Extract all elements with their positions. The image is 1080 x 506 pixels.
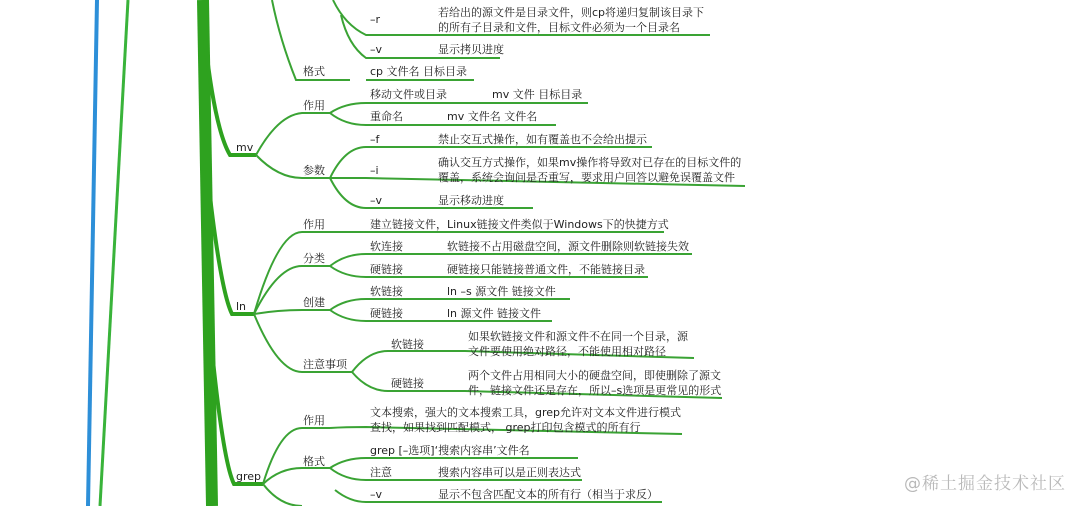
node-mv-use[interactable]: 作用 <box>303 99 325 112</box>
node-ln-create-hard[interactable]: 硬链接 <box>370 307 403 320</box>
node-ln-note-soft[interactable]: 软链接 <box>391 338 424 351</box>
node-mv-rename[interactable]: 重命名 <box>370 110 403 123</box>
node-grep-v-desc[interactable]: 显示不包含匹配文本的所有行（相当于求反） <box>438 488 658 501</box>
node-ln-create[interactable]: 创建 <box>303 296 325 309</box>
node-ln-use-desc[interactable]: 建立链接文件，Linux链接文件类似于Windows下的快捷方式 <box>370 218 669 231</box>
node-grep-note-desc[interactable]: 搜索内容串可以是正则表达式 <box>438 466 581 479</box>
node-ln-create-soft[interactable]: 软链接 <box>370 285 403 298</box>
node-cp-format-desc[interactable]: cp 文件名 目标目录 <box>370 65 468 78</box>
node-mv-i-desc[interactable]: 确认交互方式操作，如果mv操作将导致对已存在的目标文件的覆盖，系统会询问是否重写，要求用户回答以避免误覆盖文件 <box>438 156 742 184</box>
node-mv[interactable]: mv <box>236 141 254 154</box>
node-ln-create-soft-cmd[interactable]: ln –s 源文件 链接文件 <box>447 285 556 298</box>
node-cp-v-desc[interactable]: 显示拷贝进度 <box>438 43 504 56</box>
node-ln-hard[interactable]: 硬链接 <box>370 263 403 276</box>
node-cp-r[interactable]: –r <box>370 13 381 26</box>
node-mv-v[interactable]: –v <box>370 194 383 207</box>
node-mv-move-cmd[interactable]: mv 文件 目标目录 <box>492 88 583 101</box>
node-grep-use-desc[interactable]: 文本搜索，强大的文本搜索工具，grep允许对文本文件进行模式查找，如果找到匹配模式， grep打印包含模式的所有行 <box>370 406 682 434</box>
node-mv-f-desc[interactable]: 禁止交互式操作，如有覆盖也不会给出提示 <box>438 133 647 146</box>
node-grep-v[interactable]: –v <box>370 488 383 501</box>
node-mv-rename-cmd[interactable]: mv 文件名 文件名 <box>447 110 538 123</box>
node-mv-i[interactable]: –i <box>370 164 379 177</box>
node-grep[interactable]: grep <box>236 470 262 483</box>
node-ln-note-soft-desc[interactable]: 如果软链接文件和源文件不在同一个目录，源文件要使用绝对路径，不能使用相对路径 <box>468 330 688 358</box>
node-ln-note-hard[interactable]: 硬链接 <box>391 377 424 390</box>
node-cp-r-desc[interactable]: 若给出的源文件是目录文件，则cp将递归复制该目录下的所有子目录和文件，目标文件必须为一个目录名 <box>438 6 705 34</box>
node-ln-note-hard-desc[interactable]: 两个文件占用相同大小的硬盘空间，即使删除了源文件，链接文件还是存在，所以–s选项是更常见的形式 <box>468 369 722 397</box>
node-mv-move[interactable]: 移动文件或目录 <box>370 88 447 101</box>
node-grep-format[interactable]: 格式 <box>303 455 325 468</box>
edge-line-green <box>100 0 128 506</box>
node-grep-note[interactable]: 注意 <box>370 466 392 479</box>
node-ln-soft-desc[interactable]: 软链接不占用磁盘空间，源文件删除则软链接失效 <box>447 240 689 253</box>
watermark: @稀土掘金技术社区 <box>904 474 1066 494</box>
node-mv-params[interactable]: 参数 <box>303 164 325 177</box>
node-grep-use[interactable]: 作用 <box>303 414 325 427</box>
node-ln-soft[interactable]: 软连接 <box>370 240 403 253</box>
node-ln-create-hard-cmd[interactable]: ln 源文件 链接文件 <box>447 307 542 320</box>
node-cp-format[interactable]: 格式 <box>303 65 325 78</box>
node-ln[interactable]: ln <box>236 300 247 313</box>
node-grep-format-cmd[interactable]: grep [–选项]‘搜索内容串’文件名 <box>370 444 530 457</box>
node-ln-class[interactable]: 分类 <box>303 252 325 265</box>
node-cp-v[interactable]: –v <box>370 43 383 56</box>
node-ln-note[interactable]: 注意事项 <box>303 358 347 371</box>
node-ln-hard-desc[interactable]: 硬链接只能链接普通文件，不能链接目录 <box>447 263 645 276</box>
node-ln-use[interactable]: 作用 <box>303 218 325 231</box>
edge-line-blue <box>88 0 97 506</box>
node-mv-v-desc[interactable]: 显示移动进度 <box>438 194 504 207</box>
node-mv-f[interactable]: –f <box>370 133 380 146</box>
